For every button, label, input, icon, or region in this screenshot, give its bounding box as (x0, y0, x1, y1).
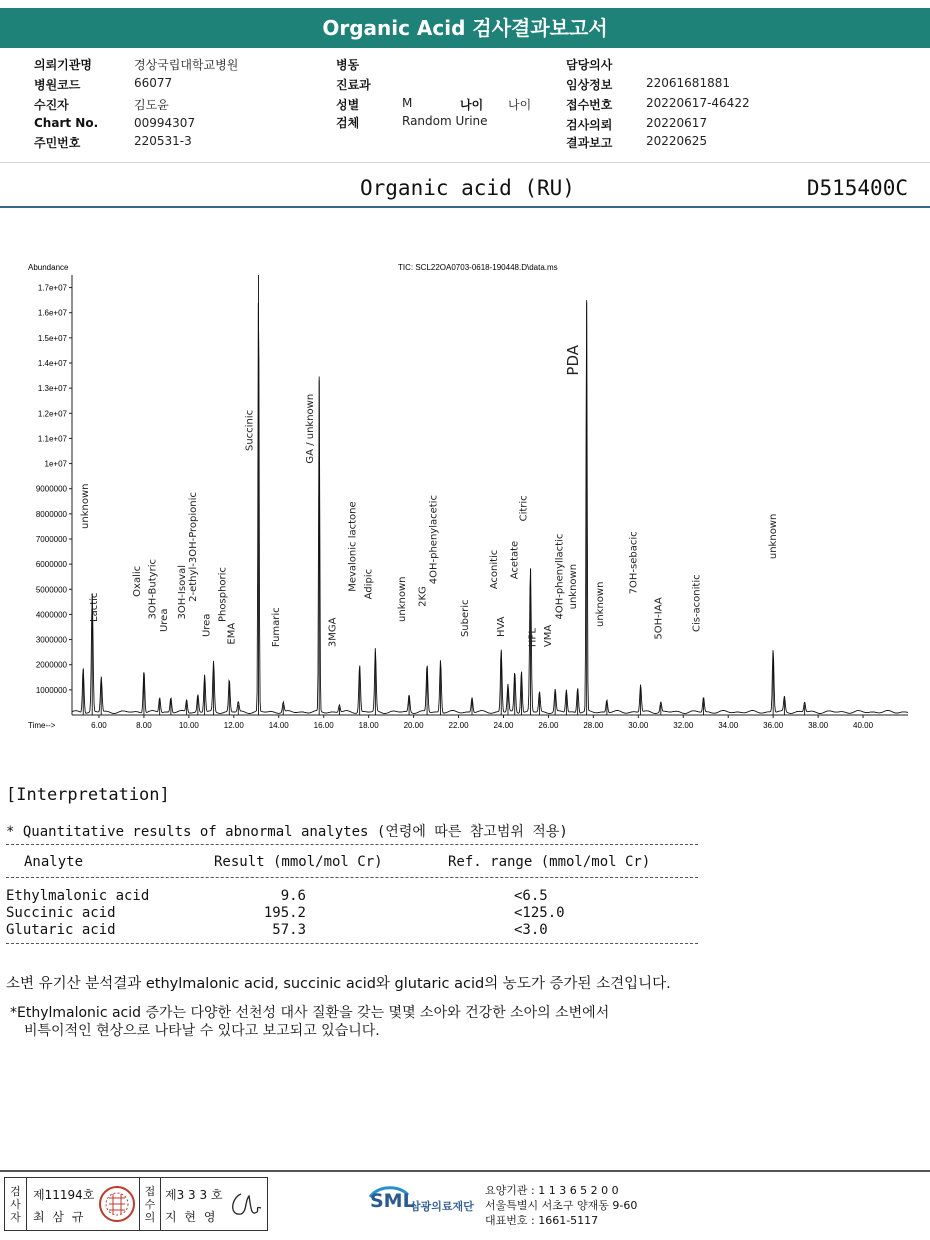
x-tick-label: 12.00 (223, 721, 244, 730)
header-result: Result (mmol/mol Cr) (214, 854, 383, 870)
label-id-number: 주민번호 (34, 136, 81, 150)
interpretation-summary: 소변 유기산 분석결과 ethylmalonic acid, succinic acid와 glutaric acid의 농도가 증가된 소견입니다. (6, 976, 671, 992)
x-tick-label: 40.00 (853, 721, 874, 730)
inspector-license: 제11194호 (33, 1188, 95, 1202)
peak-annotation: HVA (495, 616, 507, 638)
peak-annotation: 2KG (417, 586, 429, 607)
y-tick-label: 7000000 (35, 535, 67, 544)
cell-analyte: Ethylmalonic acid (6, 888, 150, 904)
peak-annotation: Lactic (89, 592, 101, 622)
label-sex: 성별 (336, 98, 360, 112)
y-tick-label: 4000000 (35, 610, 67, 620)
value-id-number: 220531-3 (134, 134, 192, 148)
label-requesting-org: 의뢰기관명 (34, 58, 92, 72)
approver-label-text: 접 수 의 (144, 1184, 156, 1224)
label-age: 나이 (460, 98, 484, 112)
y-axis-label: Abundance (28, 263, 69, 272)
y-tick-label: 1000000 (35, 685, 67, 695)
cell-ref: <3.0 (514, 922, 548, 938)
x-tick-label: 8.00 (136, 721, 152, 730)
approver-license: 제3 3 3 호 (165, 1188, 223, 1202)
value-hospital-code: 66077 (134, 76, 173, 90)
signature-box (4, 1177, 268, 1231)
peak-annotation: VMA (543, 624, 555, 648)
header-ref: Ref. range (mmol/mol Cr) (448, 854, 651, 870)
org-code: 요양기관 : 1 1 3 6 5 2 0 0 (485, 1184, 619, 1197)
value-age: 나이 (508, 98, 532, 112)
x-axis-label: Time--> (28, 721, 56, 730)
value-clinical-info: 22061681881 (646, 76, 730, 90)
value-receipt-no: 20220617-46422 (646, 96, 750, 110)
value-sex: M (402, 96, 413, 110)
peak-annotation: EMA (226, 622, 238, 645)
org-logo-text: SML (370, 1190, 415, 1212)
x-tick-label: 18.00 (358, 721, 379, 730)
interpretation-subtitle: * Quantitative results of abnormal analytes (연령에 따른 참고범위 적용) (6, 824, 568, 840)
y-tick-label: 1e+07 (44, 459, 67, 469)
seal-stamp-icon (97, 1184, 137, 1224)
dashed-rule (6, 943, 698, 944)
chart-title: TIC: SCL22OA0703-0618-190448.D\data.ms (398, 263, 558, 272)
cell-result: 195.2 (263, 905, 306, 921)
peak-annotation: 4OH-phenyllactic (554, 533, 566, 620)
peak-annotation: Urea (201, 613, 213, 638)
org-name: 삼광의료재단 (410, 1200, 474, 1213)
cell-analyte: Succinic acid (6, 905, 116, 921)
cell-ref: <6.5 (514, 888, 548, 904)
report-test-name: Organic acid (RU) (360, 176, 575, 200)
peak-annotation: Suberic (460, 599, 472, 638)
y-tick-label: 1.5e+07 (37, 333, 67, 343)
peak-annotation: 3MGA (327, 617, 339, 648)
cell-analyte: Glutaric acid (6, 922, 116, 938)
approver-label (139, 1178, 161, 1230)
x-tick-label: 24.00 (493, 721, 514, 730)
peak-annotation: Cis-aconitic (691, 574, 703, 633)
report-heading (0, 168, 930, 208)
note-line: 비특이적인 현상으로 나타날 수 있다고 보고되고 있습니다. (24, 1023, 380, 1039)
org-phone: 대표번호 : 1661-5117 (485, 1214, 599, 1227)
peak-annotation: Oxalic (131, 565, 143, 597)
y-tick-label: 5000000 (35, 585, 67, 595)
y-tick-label: 1.3e+07 (37, 384, 67, 394)
peak-annotation: Fumaric (271, 607, 283, 648)
chart-axes (36, 275, 908, 730)
footer-rule (0, 1170, 930, 1172)
peak-annotation: 5OH-IAA (653, 597, 665, 640)
label-clinical-info: 임상정보 (566, 78, 613, 92)
peak-annotation: unknown (80, 483, 92, 529)
peak-annotation: Urea (158, 608, 170, 633)
header-analyte: Analyte (24, 854, 84, 870)
peak-annotation: Mevalonic lactone (347, 501, 359, 592)
y-tick-label: 1.6e+07 (37, 308, 67, 318)
y-tick-label: 2000000 (35, 660, 67, 670)
peak-annotation: PDA (564, 344, 583, 376)
x-tick-label: 34.00 (718, 721, 739, 730)
inspector-name: 최 삼 규 (33, 1210, 86, 1224)
x-tick-label: 6.00 (91, 721, 107, 730)
cell-ref: <125.0 (514, 905, 565, 921)
label-patient-name: 수진자 (34, 98, 69, 112)
peak-annotation: unknown (397, 576, 409, 622)
label-test-request: 검사의뢰 (566, 118, 613, 132)
label-department: 진료과 (336, 78, 371, 92)
interpretation-note (10, 1004, 609, 1040)
y-tick-label: 3000000 (35, 635, 67, 645)
value-patient-name: 김도윤 (134, 98, 169, 112)
y-tick-label: 1.4e+07 (37, 359, 67, 368)
approver-name: 지 현 영 (165, 1210, 218, 1224)
y-tick-label: 1.7e+07 (37, 283, 67, 293)
label-ward: 병동 (336, 58, 360, 72)
cell-result: 57.3 (272, 922, 306, 938)
chart-annotations (80, 344, 779, 647)
peak-annotation: 3OH-Butyric (147, 559, 159, 620)
x-tick-label: 16.00 (313, 721, 334, 730)
x-tick-label: 14.00 (268, 721, 289, 730)
inspector-label-text: 검 사 자 (10, 1184, 21, 1224)
peak-annotation: GA / unknown (304, 393, 316, 464)
peak-annotation: Aconitic (489, 549, 501, 590)
x-tick-label: 32.00 (673, 721, 694, 730)
label-physician: 담당의사 (566, 58, 613, 72)
x-tick-label: 28.00 (583, 721, 604, 730)
x-tick-label: 30.00 (628, 721, 649, 730)
label-receipt-no: 접수번호 (566, 98, 613, 112)
peak-annotation: Adipic (363, 568, 375, 600)
y-tick-label: 9000000 (35, 484, 67, 494)
note-line: *Ethylmalonic acid 증가는 다양한 선천성 대사 질환을 갖는 몇몇 소아와 건강한 소아의 소변에서 (10, 1005, 610, 1021)
peak-annotation: Citric (518, 495, 530, 522)
org-location: 서울특별시 서초구 양재동 9-60 (485, 1199, 638, 1212)
dashed-rule (6, 844, 698, 845)
y-tick-label: 8000000 (35, 509, 67, 519)
x-tick-label: 36.00 (763, 721, 784, 730)
value-test-request: 20220617 (646, 116, 708, 130)
inspector-label (5, 1178, 27, 1230)
peak-annotation: unknown (767, 513, 779, 560)
cell-result: 9.6 (280, 888, 306, 904)
y-tick-label: 1.1e+07 (37, 434, 67, 444)
label-chart-no: Chart No. (34, 116, 99, 130)
label-specimen: 검체 (336, 116, 360, 130)
y-tick-label: 6000000 (35, 560, 67, 570)
peak-annotation: HPL (527, 627, 539, 648)
x-tick-label: 26.00 (538, 721, 559, 730)
interpretation-title: [Interpretation] (6, 785, 170, 805)
label-result-report: 결과보고 (566, 136, 613, 150)
x-tick-label: 10.00 (178, 721, 199, 730)
chromatogram-chart (0, 250, 930, 735)
y-tick-label: 1.2e+07 (37, 409, 67, 419)
report-test-code: D515400C (806, 176, 908, 200)
patient-info (0, 52, 930, 157)
peak-annotation: Succinic (244, 409, 256, 451)
peak-annotation: unknown (567, 563, 579, 610)
value-requesting-org: 경상국립대학교병원 (134, 58, 239, 72)
divider (0, 162, 930, 163)
peak-annotation: 3OH-Isoval (176, 564, 188, 620)
peak-annotation: 4OH-phenylacetic (428, 495, 440, 585)
peak-annotation: Acetate (509, 540, 521, 580)
value-specimen: Random Urine (402, 114, 488, 128)
peak-annotation: 7OH-sebacic (628, 531, 640, 595)
peak-annotation: 2-ethyl-3OH-Propionic (188, 492, 200, 602)
x-tick-label: 38.00 (808, 721, 829, 730)
value-result-report: 20220625 (646, 134, 708, 148)
peak-annotation: Phosphoric (217, 567, 229, 622)
org-address (485, 1183, 637, 1228)
peak-annotation: unknown (594, 581, 606, 627)
interpretation-section (6, 785, 926, 938)
dashed-rule (6, 877, 698, 878)
report-title: Organic Acid 검사결과보고서 (0, 8, 930, 48)
x-tick-label: 20.00 (403, 721, 424, 730)
value-chart-no: 00994307 (134, 116, 196, 130)
x-tick-label: 22.00 (448, 721, 469, 730)
signature-icon (227, 1186, 265, 1222)
label-hospital-code: 병원코드 (34, 78, 81, 92)
